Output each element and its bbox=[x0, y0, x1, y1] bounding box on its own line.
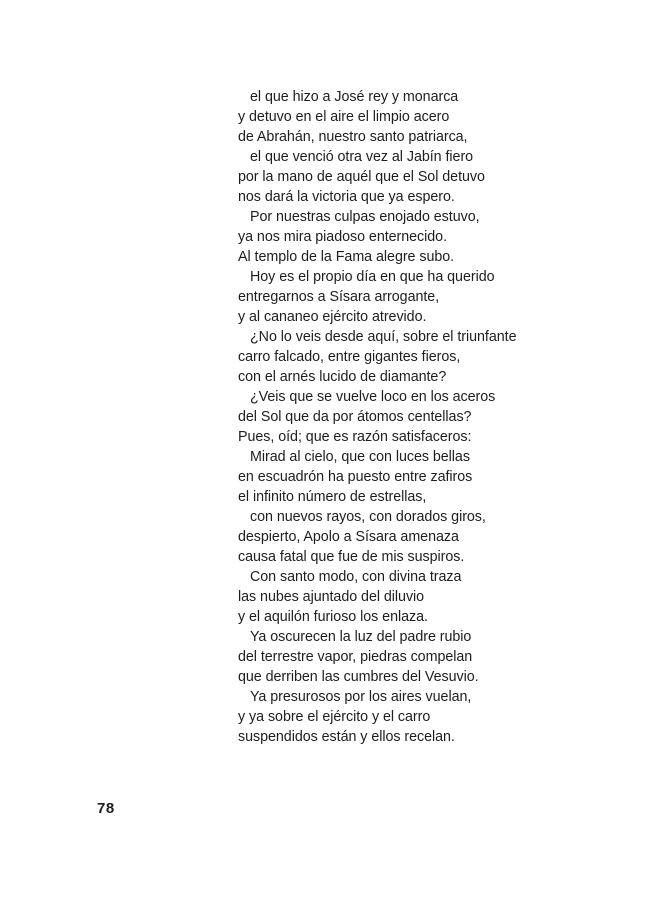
poem-line: en escuadrón ha puesto entre zafiros bbox=[238, 469, 473, 485]
poem-line: y el aquilón furioso los enlaza. bbox=[238, 609, 428, 625]
poem-line: Con santo modo, con divina traza bbox=[250, 569, 462, 585]
poem-line: las nubes ajuntado del diluvio bbox=[238, 589, 425, 605]
poem-line: nos dará la victoria que ya espero. bbox=[238, 189, 455, 205]
poem-line: y ya sobre el ejército y el carro bbox=[238, 709, 431, 725]
poem-line: Ya presurosos por los aires vuelan, bbox=[250, 689, 472, 705]
poem-line: que derriben las cumbres del Vesuvio. bbox=[238, 669, 479, 685]
poem-line: ¿Veis que se vuelve loco en los aceros bbox=[250, 389, 496, 405]
poem-line: con el arnés lucido de diamante? bbox=[238, 369, 447, 385]
poem-line: el que hizo a José rey y monarca bbox=[250, 89, 459, 105]
poem-line: Hoy es el propio día en que ha querido bbox=[250, 269, 495, 285]
poem-line: Por nuestras culpas enojado estuvo, bbox=[250, 209, 480, 225]
poem-line: ¿No lo veis desde aquí, sobre el triunfante bbox=[250, 329, 517, 345]
poem-line: despierto, Apolo a Sísara amenaza bbox=[238, 529, 459, 545]
poem-line: causa fatal que fue de mis suspiros. bbox=[238, 549, 465, 565]
poem-line: Pues, oíd; que es razón satisfaceros: bbox=[238, 429, 472, 445]
poem-line: el que venció otra vez al Jabín fiero bbox=[250, 149, 474, 165]
poem-line: y al cananeo ejército atrevido. bbox=[238, 309, 427, 325]
poem-line: del Sol que da por átomos centellas? bbox=[238, 409, 472, 425]
poem-line: suspendidos están y ellos recelan. bbox=[238, 729, 455, 745]
poem-line: Ya oscurecen la luz del padre rubio bbox=[250, 629, 472, 645]
poem-line: Al templo de la Fama alegre subo. bbox=[238, 249, 455, 265]
poem-line: Mirad al cielo, que con luces bellas bbox=[250, 449, 470, 465]
poem-line: de Abrahán, nuestro santo patriarca, bbox=[238, 129, 468, 145]
page-number: 78 bbox=[97, 800, 115, 817]
poem-line: ya nos mira piadoso enternecido. bbox=[238, 229, 448, 245]
poem-line: el infinito número de estrellas, bbox=[238, 489, 427, 505]
poem-line: y detuvo en el aire el limpio acero bbox=[238, 109, 450, 125]
poem-line: del terrestre vapor, piedras compelan bbox=[238, 649, 473, 665]
poem-line: entregarnos a Sísara arrogante, bbox=[238, 289, 440, 305]
poem-line: con nuevos rayos, con dorados giros, bbox=[250, 509, 486, 525]
poem-text bbox=[238, 87, 538, 747]
poem-line: por la mano de aquél que el Sol detuvo bbox=[238, 169, 485, 185]
poem-line: carro falcado, entre gigantes fieros, bbox=[238, 349, 461, 365]
